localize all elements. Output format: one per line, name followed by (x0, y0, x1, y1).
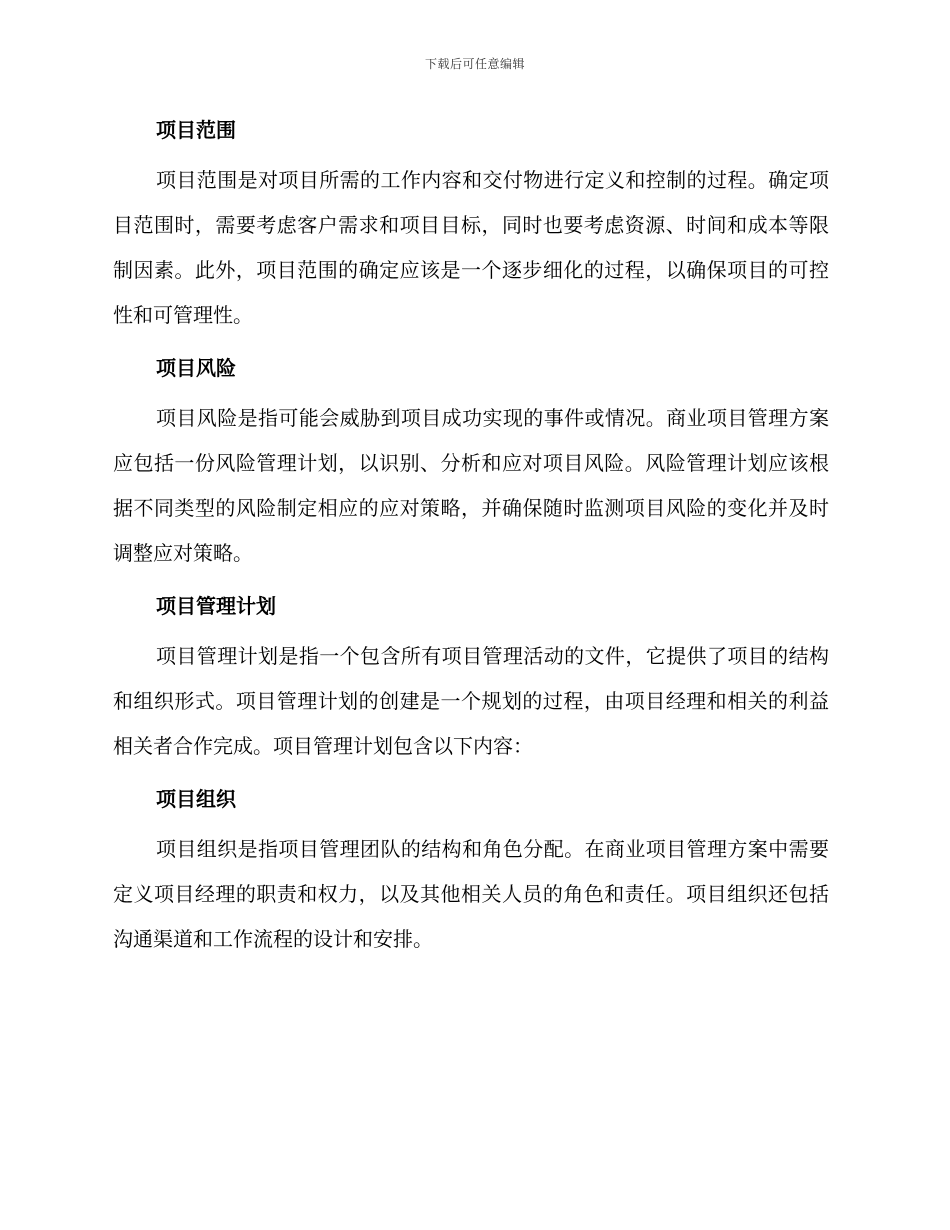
section-title: 项目范围 (156, 118, 236, 142)
section-project-risk (113, 348, 829, 576)
section-paragraph: 项目组织是指项目管理团队的结构和角色分配。在商业项目管理方案中需要定义项目经理的职责和权力，以及其他相关人员的角色和责任。项目组织还包括沟通渠道和工作流程的设计和安排。 (113, 837, 829, 951)
section-paragraph: 项目风险是指可能会威胁到项目成功实现的事件或情况。商业项目管理方案应包括一份风险管理计划，以识别、分析和应对项目风险。风险管理计划应该根据不同类型的风险制定相应的应对策略，并确保随时监测项目风险的变化并及时调整应对策略。 (113, 406, 829, 565)
section-project-plan (113, 586, 829, 769)
section-project-scope (113, 110, 829, 338)
page-header-note: 下载后可任意编辑 (424, 57, 525, 71)
section-title: 项目组织 (156, 787, 236, 811)
section-title: 项目风险 (156, 356, 236, 380)
section-project-organization (113, 779, 829, 962)
section-paragraph: 项目管理计划是指一个包含所有项目管理活动的文件，它提供了项目的结构和组织形式。项目管理计划的创建是一个规划的过程，由项目经理和相关的利益相关者合作完成。项目管理计划包含以下内容： (113, 644, 829, 758)
document-content (113, 110, 829, 972)
section-paragraph: 项目范围是对项目所需的工作内容和交付物进行定义和控制的过程。确定项目范围时，需要考虑客户需求和项目目标，同时也要考虑资源、时间和成本等限制因素。此外，项目范围的确定应该是一个逐步细化的过程，以确保项目的可控性和可管理性。 (113, 168, 829, 327)
section-title: 项目管理计划 (156, 594, 276, 618)
